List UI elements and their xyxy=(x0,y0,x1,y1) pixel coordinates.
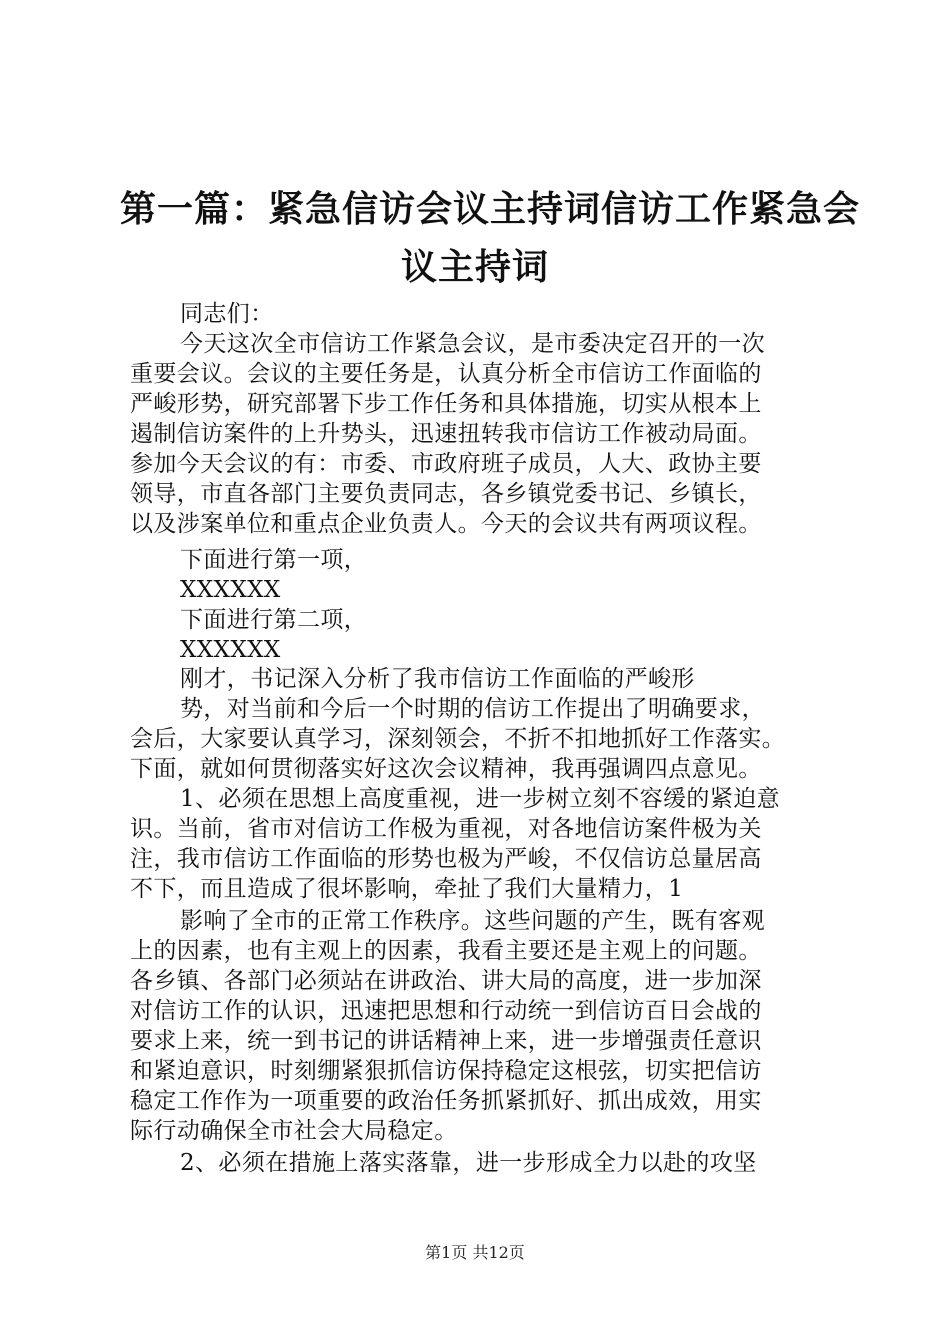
body-line: 要求上来，统一到书记的讲话精神上来，进一步增强责任意识 xyxy=(130,1028,762,1054)
body-line: 注，我市信访工作面临的形势也极为严峻，不仅信访总量居高 xyxy=(130,846,762,872)
body-line: 下面进行第二项， xyxy=(180,607,368,633)
document-title-line-2: 议主持词 xyxy=(400,247,549,288)
body-line: 识。当前，省市对信访工作极为重视，对各地信访案件极为关 xyxy=(130,816,762,842)
body-line: 各乡镇、各部门必须站在讲政治、讲大局的高度，进一步加深 xyxy=(130,968,762,994)
body-line: 刚才，书记深入分析了我市信访工作面临的严峻形 xyxy=(180,666,695,692)
page-footer: 第1页 共12页 xyxy=(425,1243,525,1262)
body-line: 严峻形势，研究部署下步工作任务和具体措施，切实从根本上 xyxy=(130,391,762,417)
body-line: 参加今天会议的有：市委、市政府班子成员，人大、政协主要 xyxy=(130,451,762,477)
body-line: 下面，就如何贯彻落实好这次会议精神，我再强调四点意见。 xyxy=(130,756,762,782)
body-line: 今天这次全市信访工作紧急会议，是市委决定召开的一次 xyxy=(180,331,765,357)
body-line: 领导，市直各部门主要负责同志，各乡镇党委书记、乡镇长， xyxy=(130,481,762,507)
body-line: 影响了全市的正常工作秩序。这些问题的产生，既有客观 xyxy=(180,908,765,934)
body-line: 2、必须在措施上落实落靠，进一步形成全力以赴的攻坚 xyxy=(180,1150,757,1176)
body-line: 际行动确保全市社会大局稳定。 xyxy=(130,1118,458,1144)
document-title-line-1: 第一篇：紧急信访会议主持词信访工作紧急会 xyxy=(120,189,861,230)
body-line: 以及涉案单位和重点企业负责人。今天的会议共有两项议程。 xyxy=(130,511,762,537)
body-line: 势，对当前和今后一个时期的信访工作提出了明确要求， xyxy=(180,696,765,722)
body-line: 1、必须在思想上高度重视，进一步树立刻不容缓的紧迫意 xyxy=(180,786,781,812)
body-line: 下面进行第一项， xyxy=(180,547,368,573)
body-line: XXXXXX xyxy=(180,577,281,603)
body-line: 会后，大家要认真学习，深刻领会，不折不扣地抓好工作落实。 xyxy=(130,726,786,752)
body-line: 同志们： xyxy=(180,301,274,327)
body-line: 稳定工作作为一项重要的政治任务抓紧抓好、抓出成效，用实 xyxy=(130,1088,762,1114)
body-line: 和紧迫意识，时刻绷紧狠抓信访保持稳定这根弦，切实把信访 xyxy=(130,1058,762,1084)
body-line: 对信访工作的认识，迅速把思想和行动统一到信访百日会战的 xyxy=(130,998,762,1024)
body-line: XXXXXX xyxy=(180,637,281,663)
body-line: 上的因素，也有主观上的因素，我看主要还是主观上的问题。 xyxy=(130,938,762,964)
body-line: 重要会议。会议的主要任务是，认真分析全市信访工作面临的 xyxy=(130,361,762,387)
body-line: 遏制信访案件的上升势头，迅速扭转我市信访工作被动局面。 xyxy=(130,421,762,447)
body-line: 不下，而且造成了很坏影响，牵扯了我们大量精力，1 xyxy=(130,876,684,902)
